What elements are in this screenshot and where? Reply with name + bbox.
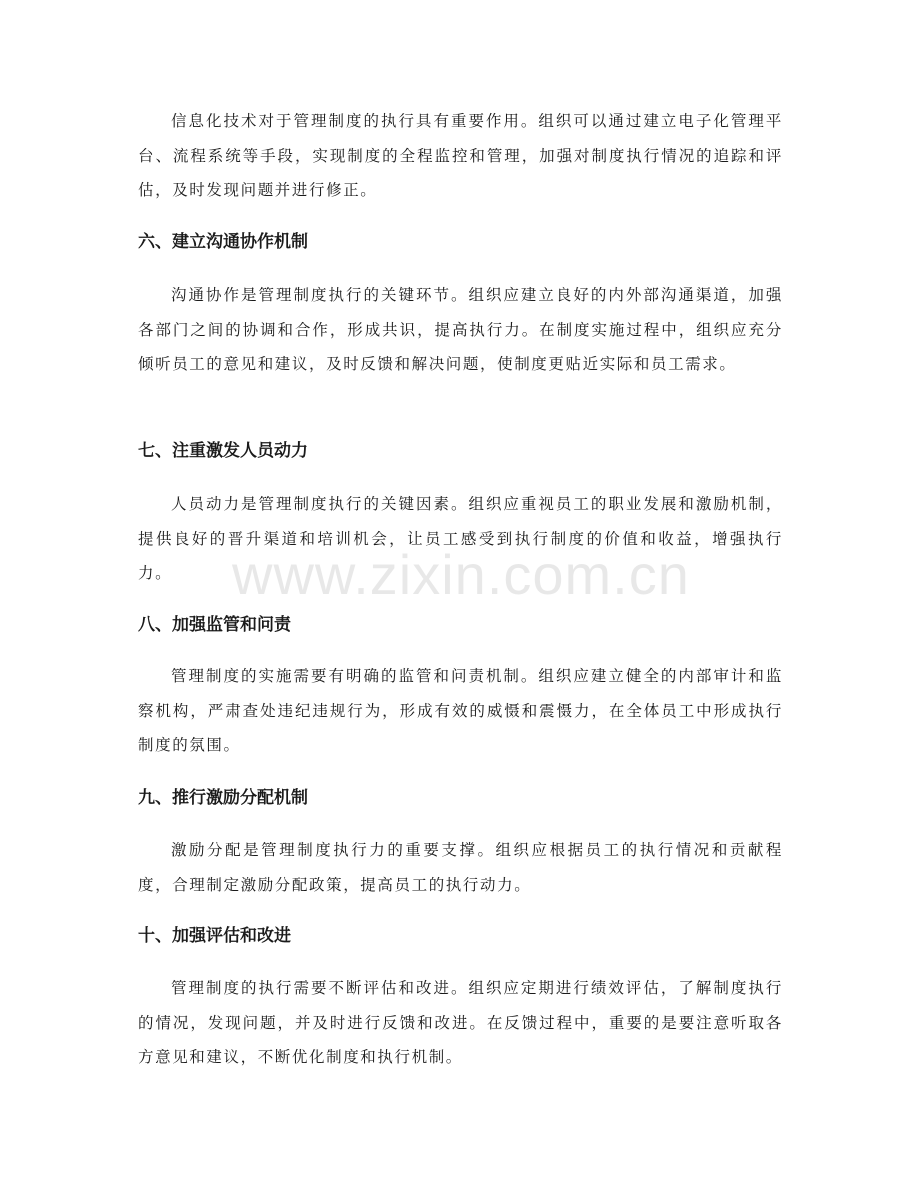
intro-paragraph: 信息化技术对于管理制度的执行具有重要作用。组织可以通过建立电子化管理平台、流程系统等手段，实现制度的全程监控和管理，加强对制度执行情况的追踪和评估，及时发现问题并进行修正。: [138, 112, 783, 200]
section-heading-7: 七、注重激发人员动力: [138, 441, 308, 461]
section-body-7: 人员动力是管理制度执行的关键因素。组织应重视员工的职业发展和激励机制，提供良好的晋升渠道和培训机会，让员工感受到执行制度的价值和收益，增强执行力。: [138, 495, 783, 583]
section-heading-8: 八、加强监管和问责: [138, 615, 291, 635]
watermark-text: www.zixin.com.cn: [232, 543, 690, 606]
section-body-10: 管理制度的执行需要不断评估和改进。组织应定期进行绩效评估，了解制度执行的情况，发现问题，并及时进行反馈和改进。在反馈过程中，重要的是要注意听取各方意见和建议，不断优化制度和执行机制。: [138, 979, 783, 1067]
section-body-8: 管理制度的实施需要有明确的监管和问责机制。组织应建立健全的内部审计和监察机构，严肃查处违纪违规行为，形成有效的威慑和震慑力，在全体员工中形成执行制度的氛围。: [138, 667, 783, 755]
section-heading-6: 六、建立沟通协作机制: [138, 232, 308, 252]
section-body-9: 激励分配是管理制度执行力的重要支撑。组织应根据员工的执行情况和贡献程度，合理制定激励分配政策，提高员工的执行动力。: [138, 841, 783, 894]
section-heading-9: 九、推行激励分配机制: [138, 788, 308, 808]
section-body-6: 沟通协作是管理制度执行的关键环节。组织应建立良好的内外部沟通渠道，加强各部门之间的协调和合作，形成共识，提高执行力。在制度实施过程中，组织应充分倾听员工的意见和建议，及时反馈和解决问题，使制度更贴近实际和员工需求。: [138, 286, 783, 374]
section-heading-10: 十、加强评估和改进: [138, 926, 291, 946]
